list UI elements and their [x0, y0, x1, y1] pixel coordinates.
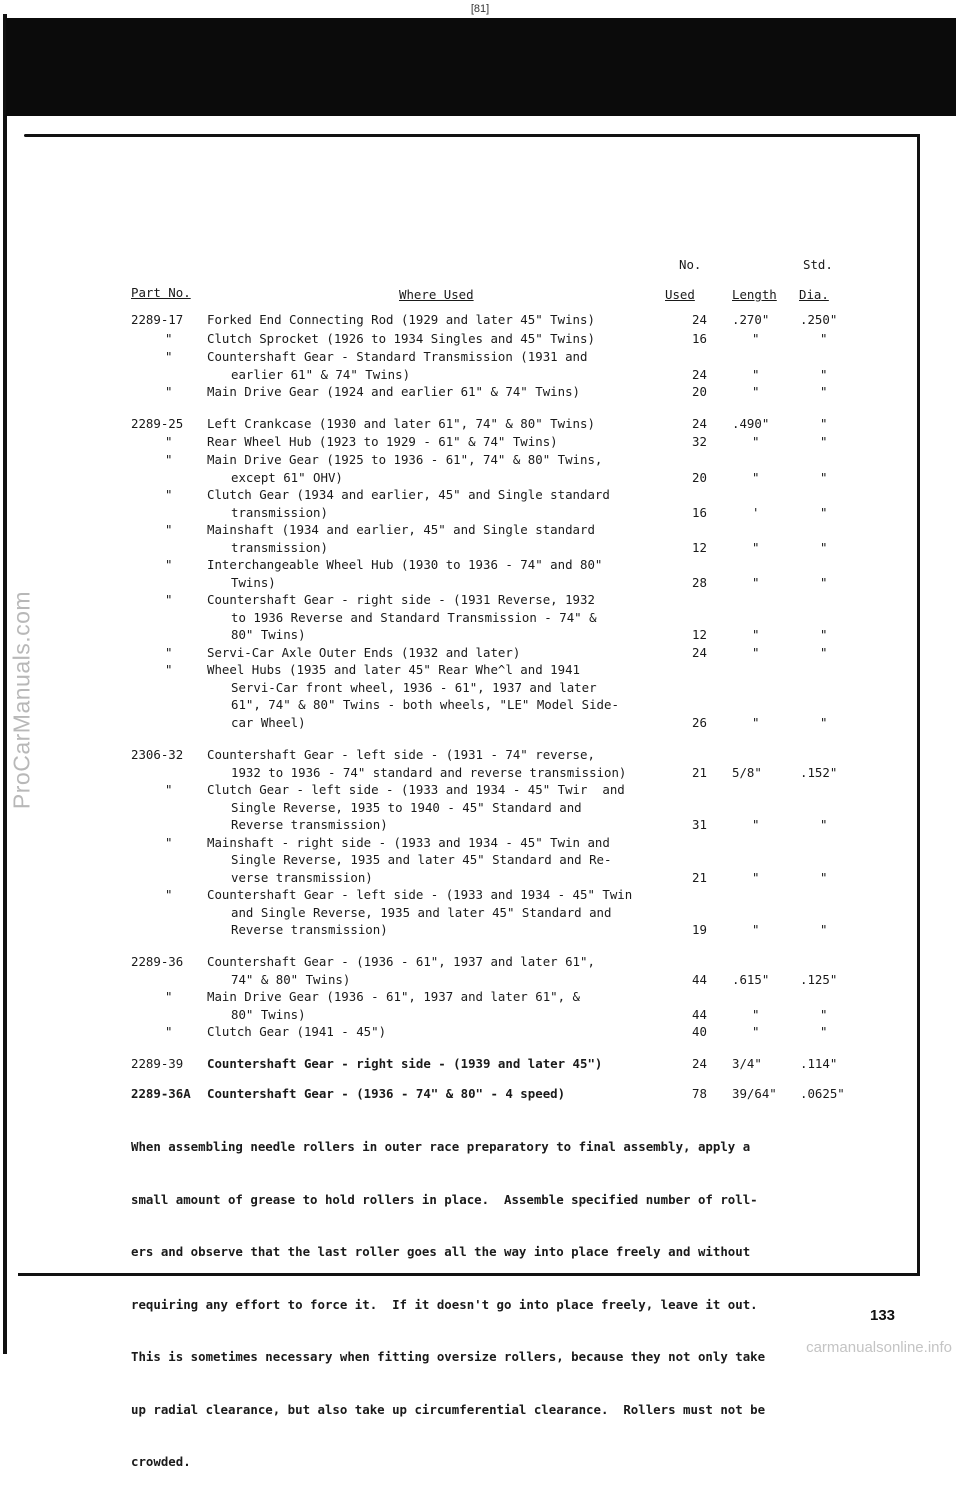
where-used-text: Rear Wheel Hub (1923 to 1929 - 61" & 74" Twins): [207, 434, 558, 449]
part-number: ": [165, 782, 173, 797]
where-used-text: Reverse transmission): [231, 922, 388, 937]
roller-length: ": [752, 1007, 760, 1022]
note-line: up radial clearance, but also take up circumferential clearance. Rollers must not be: [131, 1401, 766, 1417]
side-watermark: ProCarManuals.com: [8, 590, 35, 810]
part-number: ": [165, 434, 173, 449]
number-used: 24: [692, 312, 707, 327]
number-used: 21: [692, 765, 707, 780]
where-used-text: Twins): [231, 575, 276, 590]
roller-length: ": [752, 922, 760, 937]
where-used-text: 1932 to 1936 - 74" standard and reverse transmission): [231, 765, 627, 780]
part-number: ": [165, 662, 173, 677]
header-black-band: [6, 18, 956, 116]
std-diameter: ": [820, 470, 828, 485]
where-used-text: Mainshaft - right side - (1933 and 1934 - 45" Twin and: [207, 835, 610, 850]
std-diameter: ": [820, 416, 828, 431]
where-used-text: Servi-Car Axle Outer Ends (1932 and later): [207, 645, 521, 660]
where-used-text: Main Drive Gear (1925 to 1936 - 61", 74" & 80" Twins,: [207, 452, 603, 467]
roller-length: .270": [732, 312, 770, 327]
std-diameter: .0625": [800, 1086, 845, 1101]
number-used: 44: [692, 972, 707, 987]
std-diameter: ": [820, 575, 828, 590]
part-number: ": [165, 887, 173, 902]
part-number: ": [165, 989, 173, 1004]
where-used-text: Reverse transmission): [231, 817, 388, 832]
where-used-text: Countershaft Gear - Standard Transmission (1931 and: [207, 349, 588, 364]
header-std: Std.: [803, 257, 833, 272]
where-used-text: verse transmission): [231, 870, 373, 885]
where-used-text: Countershaft Gear - right side - (1939 and later 45"): [207, 1056, 603, 1071]
number-used: 24: [692, 645, 707, 660]
std-diameter: .114": [800, 1056, 838, 1071]
where-used-text: Mainshaft (1934 and earlier, 45" and Single standard: [207, 522, 595, 537]
header-dia: Dia.: [799, 287, 829, 302]
part-number: 2289-25: [131, 416, 184, 431]
header-where-used: Where Used: [399, 287, 474, 302]
number-used: 16: [692, 331, 707, 346]
roller-length: ": [752, 715, 760, 730]
part-number: 2289-36: [131, 954, 184, 969]
std-diameter: ": [820, 384, 828, 399]
number-used: 28: [692, 575, 707, 590]
where-used-text: Servi-Car front wheel, 1936 - 61", 1937 and later: [231, 680, 597, 695]
std-diameter: ": [820, 331, 828, 346]
number-used: 16: [692, 505, 707, 520]
number-used: 31: [692, 817, 707, 832]
where-used-text: Clutch Sprocket (1926 to 1934 Singles and 45" Twins): [207, 331, 595, 346]
note-line: When assembling needle rollers in outer race preparatory to final assembly, apply a: [131, 1139, 751, 1154]
where-used-text: Clutch Gear (1934 and earlier, 45" and Single standard: [207, 487, 610, 502]
where-used-text: 61", 74" & 80" Twins - both wheels, "LE" Model Side-: [231, 697, 619, 712]
page-code: [81]: [470, 3, 490, 15]
where-used-text: transmission): [231, 505, 328, 520]
where-used-text: Interchangeable Wheel Hub (1930 to 1936 - 74" and 80": [207, 557, 603, 572]
where-used-text: Single Reverse, 1935 to 1940 - 45" Standard and: [231, 800, 582, 815]
part-number: ": [165, 349, 173, 364]
page-number: 133: [870, 1307, 896, 1324]
assembly-note: [131, 1103, 861, 1488]
frame-right-rule: [917, 134, 920, 1274]
number-used: 24: [692, 367, 707, 382]
std-diameter: ": [820, 1024, 828, 1039]
std-diameter: ": [820, 540, 828, 555]
part-number: ": [165, 487, 173, 502]
part-number: ": [165, 384, 173, 399]
roller-length: ": [752, 384, 760, 399]
number-used: 32: [692, 434, 707, 449]
where-used-text: Main Drive Gear (1936 - 61", 1937 and later 61", &: [207, 989, 580, 1004]
where-used-text: Countershaft Gear - (1936 - 74" & 80" - 4 speed): [207, 1086, 566, 1101]
part-number: ": [165, 452, 173, 467]
roller-length: 39/64": [732, 1086, 777, 1101]
header-no: No.: [679, 257, 702, 272]
roller-length: ": [752, 627, 760, 642]
header-used: Used: [665, 287, 695, 302]
where-used-text: Single Reverse, 1935 and later 45" Standard and Re-: [231, 852, 612, 867]
note-line: small amount of grease to hold rollers in place. Assemble specified number of roll-: [131, 1191, 758, 1207]
where-used-text: Main Drive Gear (1924 and earlier 61" & 74" Twins): [207, 384, 580, 399]
number-used: 20: [692, 384, 707, 399]
std-diameter: ": [820, 870, 828, 885]
where-used-text: 80" Twins): [231, 1007, 306, 1022]
number-used: 12: [692, 540, 707, 555]
std-diameter: ": [820, 1007, 828, 1022]
part-number: ": [165, 1024, 173, 1039]
where-used-text: Clutch Gear (1941 - 45"): [207, 1024, 387, 1039]
number-used: 44: [692, 1007, 707, 1022]
roller-length: .490": [732, 416, 770, 431]
roller-length: ": [752, 817, 760, 832]
where-used-text: Countershaft Gear - right side - (1931 Reverse, 1932: [207, 592, 595, 607]
part-number: ": [165, 592, 173, 607]
roller-length: ": [752, 575, 760, 590]
where-used-text: Countershaft Gear - left side - (1933 and 1934 - 45" Twin: [207, 887, 633, 902]
part-number: 2289-36A: [131, 1086, 191, 1101]
std-diameter: .125": [800, 972, 838, 987]
number-used: 19: [692, 922, 707, 937]
where-used-text: Wheel Hubs (1935 and later 45" Rear Whe^l and 1941: [207, 662, 580, 677]
number-used: 26: [692, 715, 707, 730]
number-used: 24: [692, 1056, 707, 1071]
number-used: 20: [692, 470, 707, 485]
roller-length: ": [752, 331, 760, 346]
part-number: ": [165, 557, 173, 572]
std-diameter: ": [820, 505, 828, 520]
std-diameter: ": [820, 367, 828, 382]
roller-length: 5/8": [732, 765, 762, 780]
std-diameter: ": [820, 715, 828, 730]
roller-length: ": [752, 645, 760, 660]
std-diameter: ": [820, 645, 828, 660]
footer-watermark: carmanualsonline.info: [806, 1339, 952, 1356]
header-part-no: Part No.: [131, 285, 191, 300]
roller-length: ": [752, 470, 760, 485]
roller-length: ": [752, 434, 760, 449]
number-used: 21: [692, 870, 707, 885]
part-number: ": [165, 645, 173, 660]
where-used-text: 80" Twins): [231, 627, 306, 642]
where-used-text: transmission): [231, 540, 328, 555]
number-used: 24: [692, 416, 707, 431]
roller-length: .615": [732, 972, 770, 987]
where-used-text: Countershaft Gear - left side - (1931 - 74" reverse,: [207, 747, 595, 762]
roller-length: ': [752, 505, 760, 520]
std-diameter: .250": [800, 312, 838, 327]
roller-length: ": [752, 540, 760, 555]
left-margin-rule: [3, 14, 7, 1354]
std-diameter: ": [820, 434, 828, 449]
note-line: This is sometimes necessary when fitting oversize rollers, because they not only take: [131, 1349, 766, 1364]
std-diameter: ": [820, 817, 828, 832]
std-diameter: ": [820, 627, 828, 642]
where-used-text: 74" & 80" Twins): [231, 972, 351, 987]
roller-length: ": [752, 1024, 760, 1039]
part-number: ": [165, 331, 173, 346]
part-number: 2289-17: [131, 312, 184, 327]
note-line: ers and observe that the last roller goes all the way into place freely and without: [131, 1244, 751, 1259]
where-used-text: car Wheel): [231, 715, 306, 730]
part-number: ": [165, 522, 173, 537]
note-line: requiring any effort to force it. If it doesn't go into place freely, leave it out.: [131, 1296, 758, 1312]
note-line: crowded.: [131, 1454, 191, 1469]
number-used: 40: [692, 1024, 707, 1039]
where-used-text: Clutch Gear - left side - (1933 and 1934 - 45" Twir and: [207, 782, 625, 797]
roller-length: 3/4": [732, 1056, 762, 1071]
where-used-text: Left Crankcase (1930 and later 61", 74" & 80" Twins): [207, 416, 595, 431]
roller-length: ": [752, 870, 760, 885]
part-number: 2306-32: [131, 747, 184, 762]
std-diameter: ": [820, 922, 828, 937]
roller-length: ": [752, 367, 760, 382]
where-used-text: earlier 61" & 74" Twins): [231, 367, 411, 382]
number-used: 12: [692, 627, 707, 642]
where-used-text: except 61" OHV): [231, 470, 343, 485]
frame-top-rule: [24, 134, 919, 137]
header-length: Length: [732, 287, 777, 302]
where-used-text: Forked End Connecting Rod (1929 and later 45" Twins): [207, 312, 595, 327]
where-used-text: Countershaft Gear - (1936 - 61", 1937 and later 61",: [207, 954, 595, 969]
part-number: ": [165, 835, 173, 850]
std-diameter: .152": [800, 765, 838, 780]
number-used: 78: [692, 1086, 707, 1101]
where-used-text: to 1936 Reverse and Standard Transmission - 74" &: [231, 610, 597, 625]
part-number: 2289-39: [131, 1056, 184, 1071]
where-used-text: and Single Reverse, 1935 and later 45" Standard and: [231, 905, 612, 920]
